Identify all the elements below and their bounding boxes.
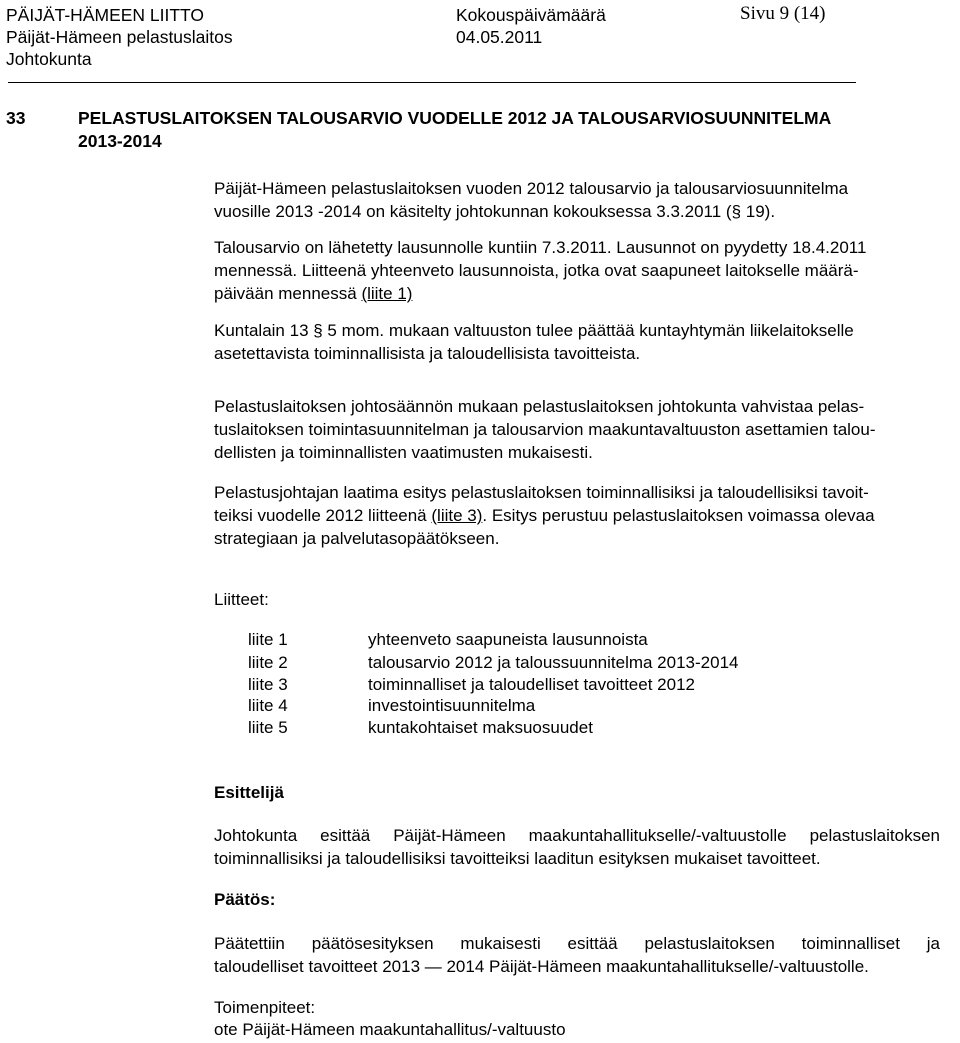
text-line: vuosille 2013 -2014 on käsitelty johtokunnan kokouksessa 3.3.2011 (§ 19). [214,202,776,221]
text-line: Johtokunta esittää Päijät-Hämeen maakuntahallitukselle/-valtuustolle pelastuslaitoksen [214,826,940,845]
page-number [740,3,826,25]
attachment-id: liite 5 [248,718,288,737]
header-date-label: Kokouspäivämäärä [456,5,606,25]
text-line: tuslaitoksen toimintasuunnitelman ja talousarvion maakuntavaltuuston asettamien talou- [214,420,876,439]
header-body: Johtokunta [6,49,92,69]
attachment-id: liite 1 [248,630,288,649]
attachment-ref-1: (liite 1) [361,284,413,303]
text-line: Päijät-Hämeen pelastuslaitoksen vuoden 2012 talousarvio ja talousarviosuunnitelma [214,179,849,198]
paragraph-1 [214,177,940,223]
presenter-heading: Esittelijä [214,783,284,802]
text-line: Pelastusjohtajan laatima esitys pelastuslaitoksen toiminnallisiksi ja taloudellisiksi tavoit- [214,483,869,502]
section-title-cont: 2013-2014 [78,131,162,151]
text-line: asetettavista toiminnallisista ja taloudellisista tavoitteista. [214,344,641,363]
text-line: toiminnallisiksi ja taloudellisiksi tavoitteiksi laaditun esityksen mukaiset tavoitteet. [214,849,821,868]
decision-text [214,932,940,978]
header-org: PÄIJÄT-HÄMEEN LIITTO [6,5,205,25]
paragraph-4 [214,395,940,464]
attachment-desc: yhteenveto saapuneista lausunnoista [368,630,648,649]
attachment-id: liite 4 [248,696,288,715]
page-value: 9 (14) [779,3,826,24]
text-span: teiksi vuodelle 2012 liitteenä [214,506,432,525]
attachment-row [248,695,848,717]
section-title: PELASTUSLAITOKSEN TALOUSARVIO VUODELLE 2012 JA TALOUSARVIOSUUNNITELMA [78,108,832,128]
section-number: 33 [6,108,26,128]
attachment-row [248,674,848,696]
text-line: Päätettiin päätösesityksen mukaisesti esittää pelastuslaitoksen toiminnalliset ja [214,934,940,953]
header-date: 04.05.2011 [456,27,543,47]
text-line [214,282,940,305]
attachment-id: liite 2 [248,653,288,672]
decision-heading: Päätös: [214,890,276,909]
attachment-desc: kuntakohtaiset maksuosuudet [368,718,593,737]
page-label: Sivu [740,3,775,24]
attachments-label: Liitteet: [214,590,269,609]
text-span: päivään mennessä [214,284,362,303]
paragraph-5 [214,481,940,550]
attachment-id: liite 3 [248,675,288,694]
attachment-row [248,652,848,674]
text-line: strategiaan ja palvelutasopäätökseen. [214,529,500,548]
attachment-row [248,629,848,651]
header-dept: Päijät-Hämeen pelastuslaitos [6,27,233,47]
text-line: dellisten ja toiminnallisten vaatimusten mukaisesti. [214,443,593,462]
header-divider [8,82,856,83]
paragraph-3 [214,319,940,365]
actions-text: ote Päijät-Hämeen maakuntahallitus/-valtuusto [214,1020,566,1039]
attachment-row [248,717,848,739]
paragraph-2 [214,236,940,305]
text-line [214,504,940,527]
text-line: taloudelliset tavoitteet 2013 — 2014 Päijät-Hämeen maakuntahallitukselle/-valtuustolle. [214,957,869,976]
text-line: Pelastuslaitoksen johtosäännön mukaan pelastuslaitoksen johtokunta vahvistaa pelas- [214,397,865,416]
attachment-ref-3: (liite 3) [431,506,483,525]
presenter-text [214,824,940,870]
text-line: Talousarvio on lähetetty lausunnolle kuntiin 7.3.2011. Lausunnot on pyydetty 18.4.2011 [214,238,867,257]
text-span: . Esitys perustuu pelastuslaitoksen voimassa olevaa [482,506,875,525]
attachment-desc: toiminnalliset ja taloudelliset tavoitteet 2012 [368,675,695,694]
attachment-desc: talousarvio 2012 ja taloussuunnitelma 2013-2014 [368,653,739,672]
text-line: Kuntalain 13 § 5 mom. mukaan valtuuston tulee päättää kuntayhtymän liikelaitokselle [214,321,854,340]
text-line: mennessä. Liitteenä yhteenveto lausunnoista, jotka ovat saapuneet laitokselle määrä- [214,261,859,280]
attachment-desc: investointisuunnitelma [368,696,536,715]
actions-heading: Toimenpiteet: [214,998,316,1017]
